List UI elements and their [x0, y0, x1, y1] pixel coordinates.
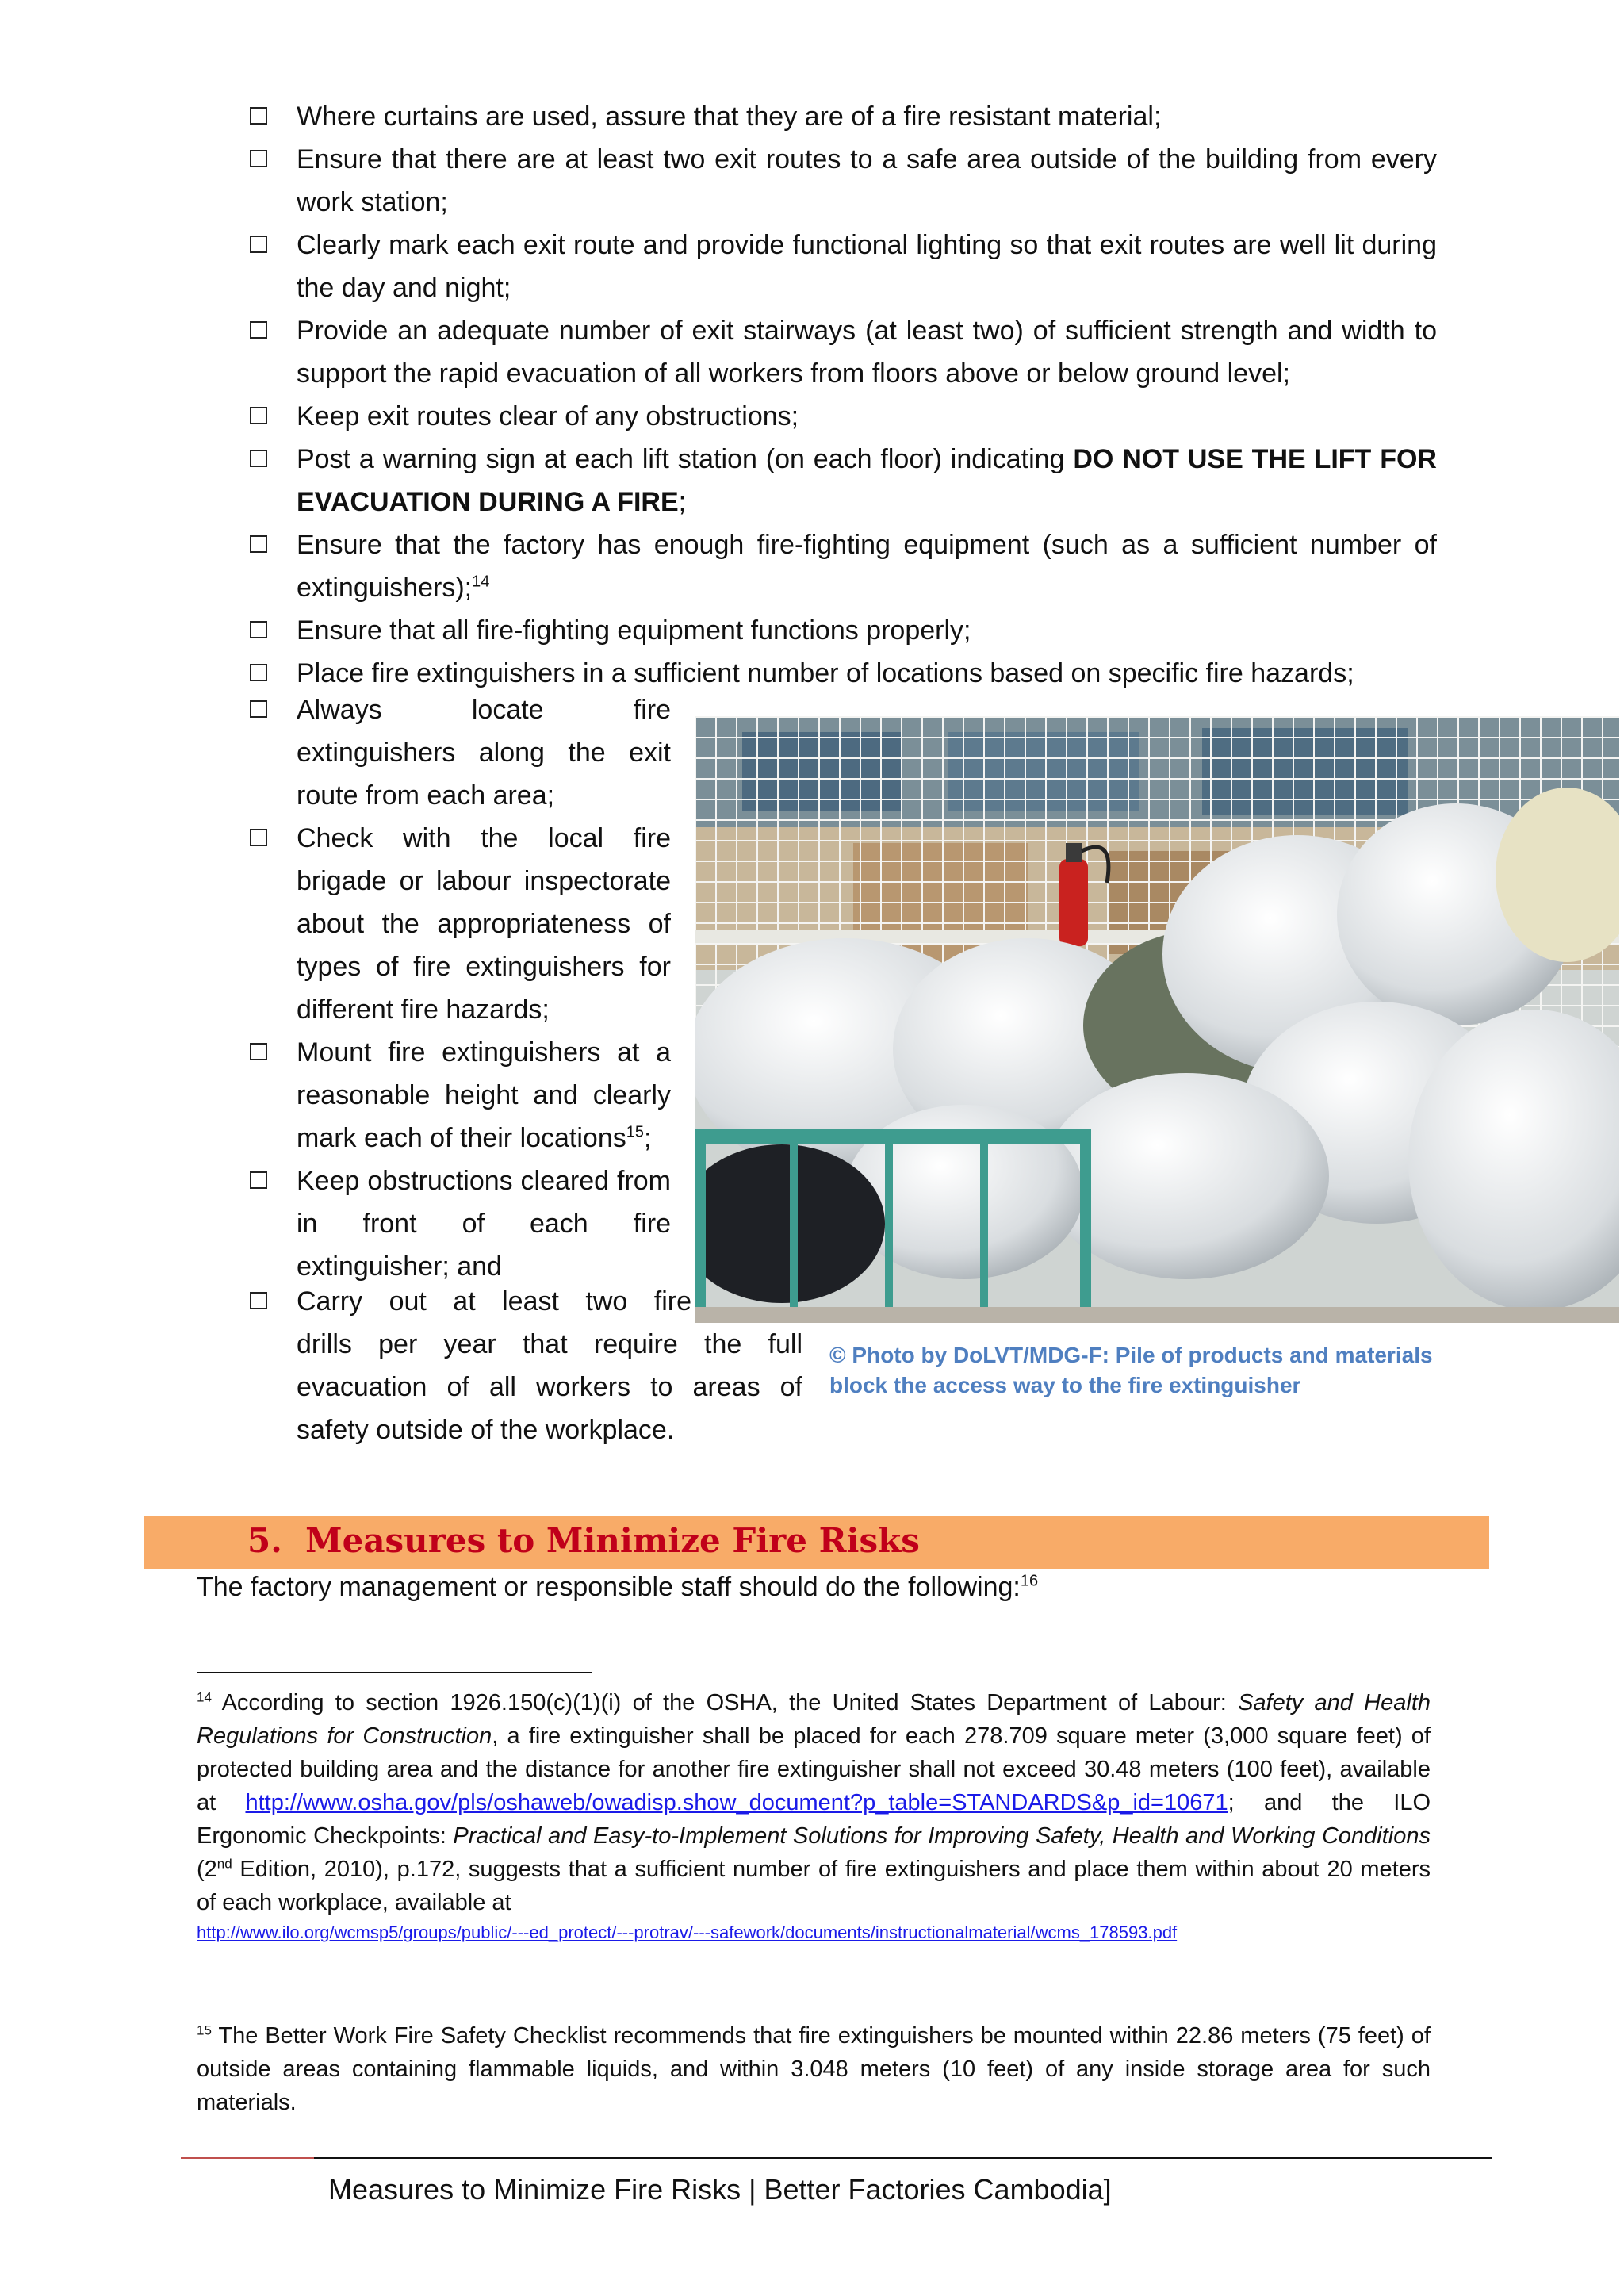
checkbox-icon [250, 450, 267, 467]
fire-extinguisher-shape [1059, 859, 1088, 946]
footnote-ref[interactable]: 15 [626, 1123, 645, 1141]
checkbox-icon [250, 664, 267, 681]
section-intro: The factory management or responsible staff should do the following:$^{16}$ [197, 1572, 1039, 1602]
checklist-item: Ensure that there are at least two exit routes to a safe area outside of the building from every work station; [247, 138, 1437, 224]
checkbox-icon [250, 700, 267, 718]
lift-warning-text: DO NOT USE THE LIFT FOR EVACUATION DURING A FIRE [297, 444, 1437, 517]
checklist-item: Ensure that all fire-fighting equipment functions properly; [247, 609, 1437, 652]
drill-continuation: drills per year that require the full evacuation of all workers to areas of safety outside of the workplace. [297, 1329, 802, 1445]
footer-rule [314, 2157, 1492, 2159]
checkbox-icon [250, 535, 267, 553]
page-footer: Measures to Minimize Fire Risks | Better Factories Cambodia] [328, 2173, 1112, 2206]
section-title: 5. Measures to Minimize Fire Risks [247, 1521, 920, 1560]
ilo-link[interactable]: http://www.ilo.org/wcmsp5/groups/public/---ed_protect/---protrav/---safework/documents/instructionalmaterial/wcms_178593.pdf [197, 1922, 1178, 1942]
checklist-item-lift-warning: Post a warning sign at each lift station (on each floor) indicating DO NOT USE THE LIFT FOR EVACUATION DURING A FIRE; [247, 438, 1437, 523]
checklist-item: Provide an adequate number of exit stairways (at least two) of sufficient strength and width to support the rapid evacuation of all workers from floors above or below ground level; [247, 309, 1437, 395]
footnote-ref[interactable]: 14 [472, 573, 490, 591]
checkbox-icon [250, 621, 267, 638]
checkbox-icon [250, 236, 267, 253]
checklist-item: Clearly mark each exit route and provide functional lighting so that exit routes are well lit during the day and night; [247, 224, 1437, 309]
checkbox-icon [250, 1292, 267, 1309]
footer-accent-rule [181, 2157, 314, 2159]
checklist-item: Keep obstructions cleared from in front of each fire extinguisher; and [247, 1159, 671, 1288]
checklist-item: Where curtains are used, assure that they are of a fire resistant material; [247, 95, 1437, 138]
checklist-wide [247, 95, 1437, 695]
checklist-item: Place fire extinguishers in a sufficient number of locations based on specific fire hazards; [247, 652, 1437, 695]
checklist-item: Check with the local fire brigade or labour inspectorate about the appropriateness of types of fire extinguishers for different fire hazards; [247, 817, 671, 1031]
checklist-item-extinguishers: Ensure that the factory has enough fire-fighting equipment (such as a sufficient number of extinguishers);$^{14}$ [247, 523, 1437, 609]
footnote-ref[interactable]: 16 [1020, 1572, 1039, 1590]
checkbox-icon [250, 107, 267, 125]
checkbox-icon [250, 321, 267, 339]
footnote-14: $^{14}$ According to section 1926.150(c)(1)(i) of the OSHA, the United States Department of Labour: Safety and Health Regulations for Construction, a fire extinguisher shall be placed for each 278.709 square meter (3,000 square feet) of protected building area and the distance for another fire extinguisher shall not exceed 30.48 meters (100 feet), available at http://www.osha.gov/pls/oshaweb/owadisp.show_document?p_table=STANDARDS&p_id=10671; and the ILO Ergonomic Checkpoints: Practical and Easy-to-Implement Solutions for Improving Safety, Health and Working Conditions (2nd Edition, 2010), p.172, suggests that a sufficient number of fire extinguishers and place them within about 20 meters of each workplace, available at http://www.ilo.org/wcmsp5/groups/public/---ed_protect/---protrav/---safework/documents/instructionalmaterial/wcms_178593.pdf [197, 1686, 1431, 1946]
checklist-item-drills: Carry out at least two fire [247, 1280, 691, 1323]
checklist-item: Always locate fire extinguishers along the exit route from each area; [247, 688, 671, 817]
checklist-item: Keep exit routes clear of any obstructions; [247, 395, 1437, 438]
footnote-15: $^{15}$ The Better Work Fire Safety Checklist recommends that fire extinguishers be mounted within 22.86 meters (75 feet) of outside areas containing flammable liquids, and within 3.048 meters (10 feet) of any inside storage area for such materials. [197, 2022, 1431, 2115]
warehouse-photo [695, 716, 1619, 1323]
osha-link[interactable]: http://www.osha.gov/pls/oshaweb/owadisp.show_document?p_table=STANDARDS&p_id=10671 [245, 1790, 1228, 1815]
footnote-separator [197, 1672, 592, 1673]
checkbox-icon [250, 1043, 267, 1060]
checklist-narrow [247, 688, 671, 1288]
checkbox-icon [250, 1171, 267, 1189]
photo-caption: © Photo by DoLVT/MDG-F: Pile of products and materials block the access way to the fire extinguisher [829, 1343, 1433, 1397]
checklist-item-mount: Mount fire extinguishers at a reasonable height and clearly mark each of their locations$^{15}$; [247, 1031, 671, 1159]
checkbox-icon [250, 829, 267, 846]
checkbox-icon [250, 150, 267, 167]
photo-illustration [695, 716, 1619, 1323]
checkbox-icon [250, 407, 267, 424]
